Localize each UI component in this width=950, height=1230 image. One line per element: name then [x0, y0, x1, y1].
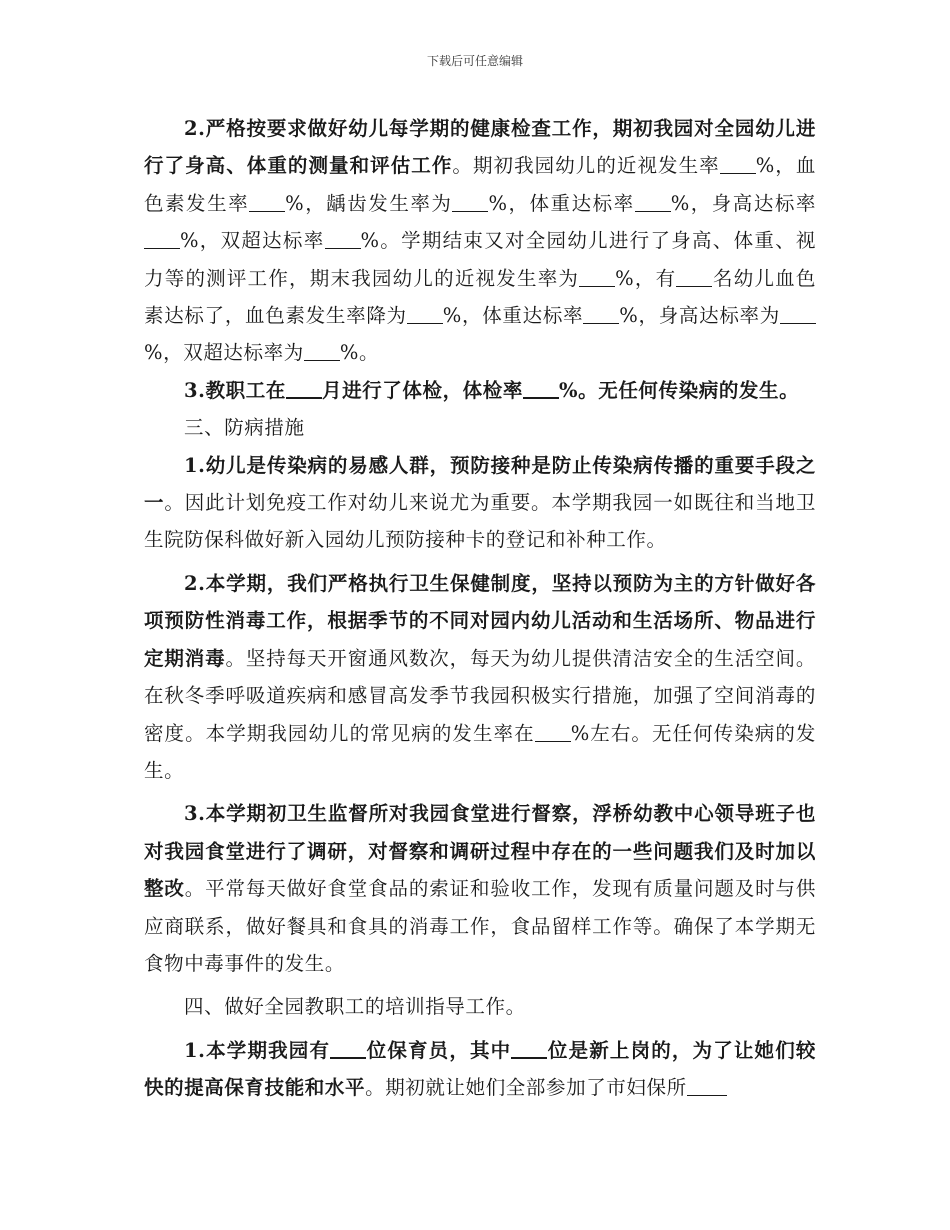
blank-line: [286, 376, 322, 398]
paragraph-staff-checkup: [144, 372, 816, 409]
blank-line: [635, 190, 671, 211]
text-run: 3.教职工在: [184, 378, 286, 402]
text-run: %。无任何传染病的发生。: [558, 378, 800, 402]
blank-line: [780, 303, 816, 324]
text-run: 名幼儿血色素达标了，血色素发生率降为: [144, 266, 816, 328]
text-run: %，体重达标率: [488, 191, 635, 215]
bold-lead: 1.本学期我园有: [184, 1038, 331, 1062]
bold-lead: 2.严格按要求做好幼儿每学期的健康检查工作，期初我园对全园幼儿进行了身高、体重的测量和评估工作: [144, 117, 816, 178]
section-heading-training: 四、做好全园教职工的培训指导工作。: [184, 995, 526, 1019]
blank-line: [249, 190, 285, 211]
section-heading-prevention: 三、防病措施: [184, 416, 305, 440]
paragraph-caregivers: [144, 1032, 816, 1107]
bold-lead: 2.本学期，我们严格执行卫生保健制度，坚持以预防为主的方针做好各项预防性消毒工作，根据季节的不同对园内幼儿活动和生活场所、物品进行定期消毒: [144, 571, 816, 670]
blank-line: [325, 228, 361, 249]
document-body: [144, 110, 816, 1107]
paragraph-health-check: [144, 110, 816, 372]
blank-line: [407, 303, 443, 324]
text-run: 。期初就让她们全部参加了市妇保所: [365, 1076, 687, 1100]
page-header: 下载后可任意编辑: [426, 54, 523, 68]
blank-line: [144, 228, 180, 249]
text-run: %，双超达标率为: [144, 341, 304, 365]
text-run: %，双超达标率: [180, 229, 325, 253]
paragraph-canteen: [144, 795, 816, 982]
text-run: 。坚持每天开窗通风数次，每天为幼儿提供清洁安全的生活空间。在秋冬季呼吸道疾病和感冒高发季节我园积极实行措施，加强了空间消毒的密度。本学期我园幼儿的常见病的发生率在: [144, 646, 817, 745]
text-run: 。期初我园幼儿的近视发生率: [452, 154, 720, 178]
text-run: %，身高达标率为: [619, 304, 780, 328]
bold-lead: 3.本学期初卫生监督所对我园食堂进行督察，浮桥幼教中心领导班子也对我园食堂进行了调研，对督察和调研过程中存在的一些问题我们及时加以整改: [144, 802, 816, 901]
blank-line: [676, 265, 712, 286]
blank-line: [330, 1036, 366, 1058]
text-run: %，体重达标率: [442, 304, 584, 328]
blank-line: [452, 190, 488, 211]
bold-lead: 位保育员，其中: [366, 1038, 512, 1062]
text-run: %，血色素发生率: [144, 154, 816, 215]
text-run: %。: [339, 341, 380, 365]
text-run: %，有: [615, 266, 677, 290]
bold-lead: 1.幼儿是传染病的易感人群，预防接种是防止传染病传播的重要手段之一: [144, 453, 816, 515]
text-run: %。学期结束又对全园幼儿进行了身高、体重、视力等的测评工作，期末我园幼儿的近视发生率为: [144, 229, 817, 290]
text-run: 月进行了体检，体检率: [321, 378, 523, 402]
text-run: 。平常每天做好食堂食品的索证和验收工作，发现有质量问题及时与供应商联系，做好餐具和食具的消毒工作，食品留样工作等。确保了本学期无食物中毒事件的发生。: [144, 877, 816, 975]
blank-line: [535, 720, 571, 741]
blank-line: [583, 303, 619, 324]
blank-line: [523, 376, 559, 398]
blank-line: [720, 153, 756, 174]
blank-line: [687, 1075, 727, 1096]
paragraph-vaccination: [144, 447, 816, 559]
text-run: %，身高达标率: [670, 191, 816, 215]
blank-line: [579, 265, 615, 286]
bold-lead: 位是新上岗的，为了让她们较快的提高保育技能和水平: [144, 1038, 816, 1100]
text-run: 。因此计划免疫工作对幼儿来说尤为重要。本学期我园一如既往和当地卫生院防保科做好新入园幼儿预防接种卡的登记和补种工作。: [144, 491, 816, 552]
text-run: %，龋齿发生率为: [285, 191, 453, 215]
text-run: %左右。无任何传染病的发生。: [144, 721, 816, 782]
paragraph-disinfection: [144, 565, 816, 789]
blank-line: [304, 340, 340, 361]
blank-line: [511, 1036, 547, 1058]
